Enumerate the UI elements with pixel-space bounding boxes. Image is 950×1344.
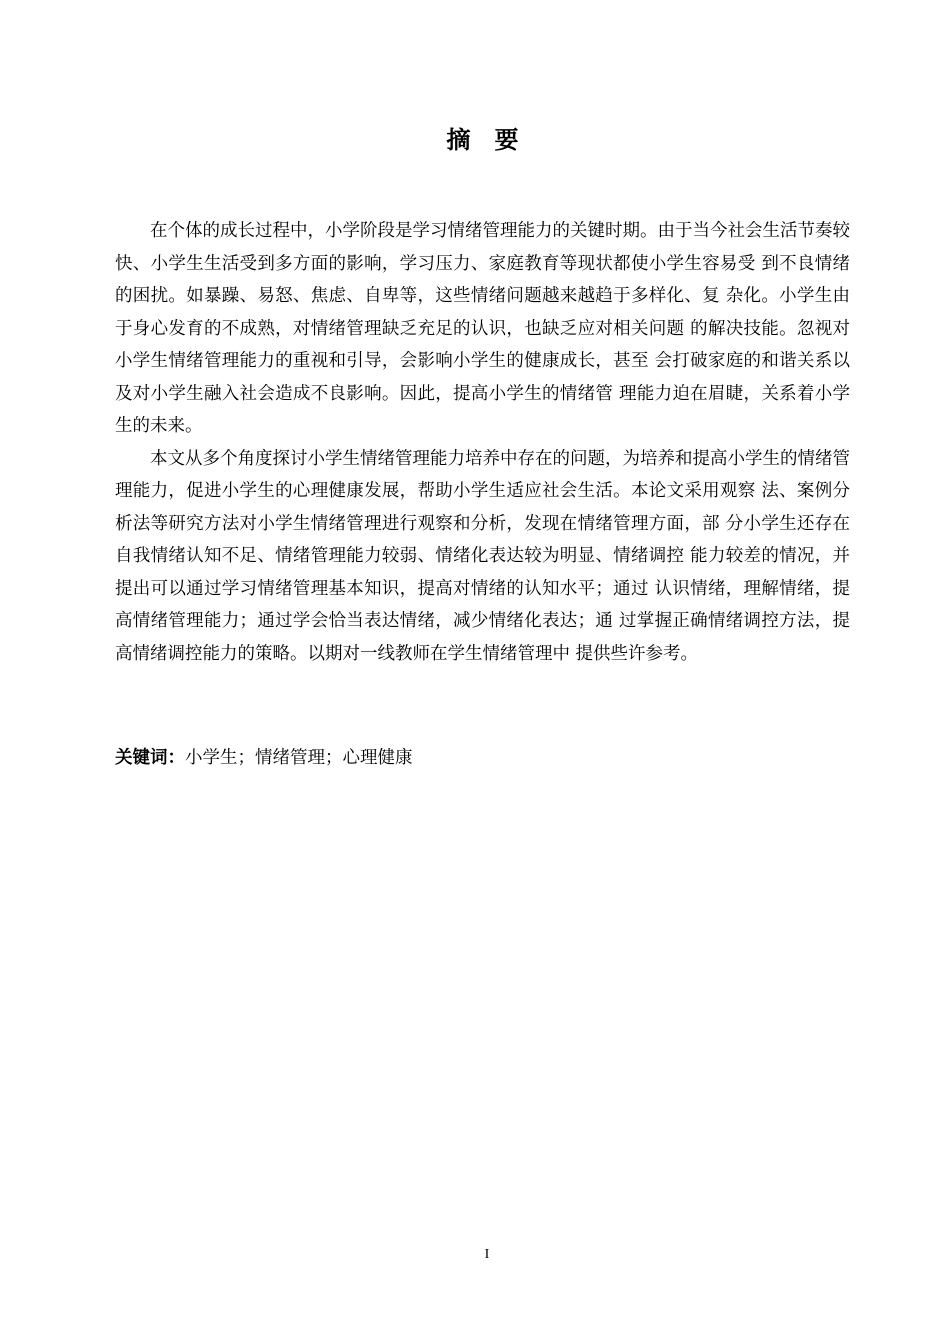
abstract-title-part2: 要	[494, 126, 519, 154]
abstract-title-part1: 摘	[446, 126, 471, 154]
keywords-line	[115, 742, 850, 774]
abstract-body	[115, 215, 850, 670]
abstract-title	[0, 120, 950, 155]
page-number: I	[484, 1247, 490, 1262]
keywords-text: 小学生；情绪管理；心理健康	[185, 748, 413, 768]
abstract-paragraph-1: 在个体的成长过程中，小学阶段是学习情绪管理能力的关键时期。由于当今社会生活节奏较快、小学生生活受到多方面的影响，学习压力、家庭教育等现状都使小学生容易受 到不良情绪的困扰。如暴躁、易怒、焦虑、自卑等，这些情绪问题越来越趋于多样化、复 杂化。小学生由于身心发育的不成熟，对情绪管理缺乏充足的认识，也缺乏应对相关问题 的解决技能。忽视对小学生情绪管理能力的重视和引导，会影响小学生的健康成长，甚至 会打破家庭的和谐关系以及对小学生融入社会造成不良影响。因此，提高小学生的情绪管 理能力迫在眉睫，关系着小学生的未来。	[115, 221, 850, 436]
abstract-paragraph-2: 本文从多个角度探讨小学生情绪管理能力培养中存在的问题，为培养和提高小学生的情绪管理能力，促进小学生的心理健康发展，帮助小学生适应社会生活。本论文采用观察 法、案例分析法等研究方法对小学生情绪管理进行观察和分析，发现在情绪管理方面，部 分小学生还存在自我情绪认知不足、情绪管理能力较弱、情绪化表达较为明显、情绪调控 能力较差的情况，并提出可以通过学习情绪管理基本知识，提高对情绪的认知水平；通过 认识情绪，理解情绪，提高情绪管理能力；通过学会恰当表达情绪，减少情绪化表达；通 过掌握正确情绪调控方法，提高情绪调控能力的策略。以期对一线教师在学生情绪管理中 提供些许参考。	[115, 448, 850, 664]
keywords-label: 关键词：	[115, 748, 185, 768]
